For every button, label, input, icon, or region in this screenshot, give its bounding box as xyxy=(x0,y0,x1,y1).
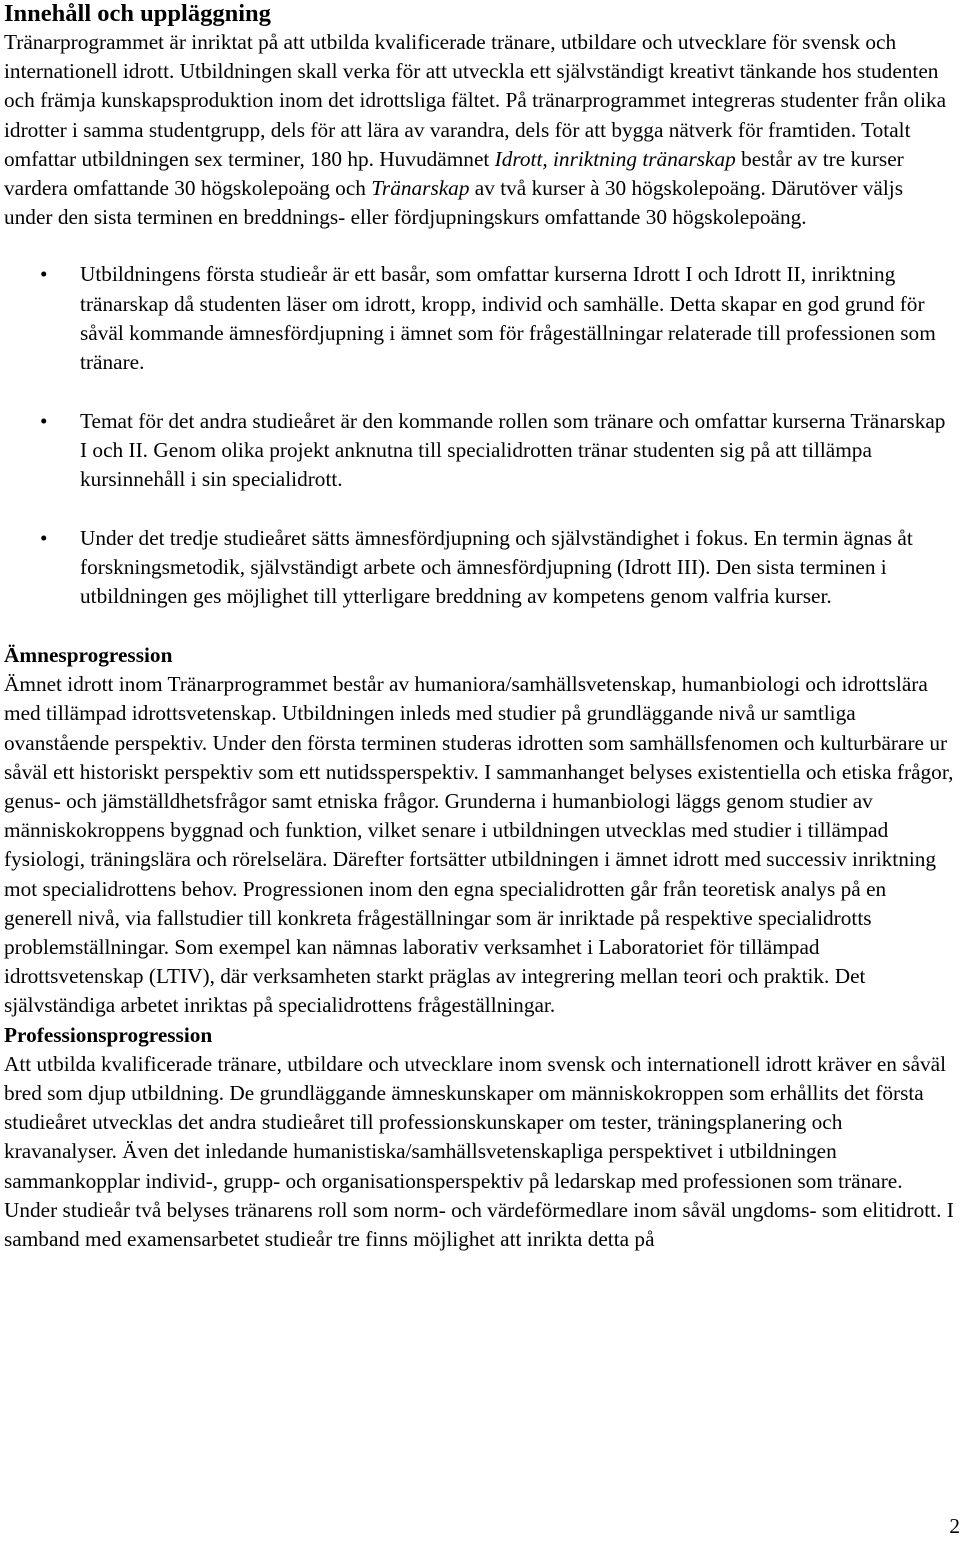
study-year-list xyxy=(4,260,956,611)
list-item-text: Temat för det andra studieåret är den kommande rollen som tränare och omfattar kurserna Tränarskap I och II. Genom olika projekt anknutna till specialidrotten tränar studenten sig på att tillämpa kursinnehåll i sin specialidrott. xyxy=(80,408,946,492)
intro-text-2: består av tre kurser vardera omfattande 30 högskolepoäng och xyxy=(4,146,904,201)
page-title: Innehåll och uppläggning xyxy=(4,0,271,27)
intro-italic-coaching: Tränarskap xyxy=(371,176,470,201)
profession-progression-paragraph: Att utbilda kvalificerade tränare, utbildare och utvecklare inom svensk och internationell idrott kräver en såväl bred som djup utbildning. De grundläggande ämneskunskaper om människokroppen som erhållits det första studieåret utvecklas det andra studieåret till professionskunskaper om tester, träningsplanering och kravanalyser. Även det inledande humanistiska/samhällsvetenskapliga perspektivet i utbildningen sammankopplar individ-, grupp- och organisationsperspektiv på ledarskap med professionen som tränare. Under studieår två belyses tränarens roll som norm- och värdeförmedlare inom såväl ungdoms- som elitidrott. I samband med examensarbetet studieår tre finns möjlighet att inrikta detta på xyxy=(4,1051,954,1252)
section-heading-subject-progression: Ämnesprogression xyxy=(4,642,173,667)
list-item xyxy=(4,524,956,612)
section-heading-profession-progression: Professionsprogression xyxy=(4,1022,213,1047)
bullet-icon: • xyxy=(40,408,48,433)
document-page xyxy=(4,0,956,1254)
subject-progression-paragraph: Ämnet idrott inom Tränarprogrammet består av humaniora/samhällsvetenskap, humanbiologi och idrottslära med tillämpad idrottsvetenskap. Utbildningen inleds med studier på grundläggande nivå ur samtliga ovanstående perspektiv. Under den första terminen studeras idrotten som samhällsfenomen och kulturbärare ur såväl ett historiskt perspektiv som ett nutidssperspektiv. I sammanhanget belyses existentiella och etiska frågor, genus- och jämställdhetsfrågor samt etniska frågor. Grunderna i humanbiologi läggs genom studier av människokroppens byggnad och funktion, vilket senare i utbildningen utvecklas med studier i tillämpad fysiologi, träningslära och rörelselära. Därefter fortsätter utbildningen i ämnet idrott med successiv inriktning mot specialidrottens behov. Progressionen inom den egna specialidrotten går från teoretisk analys på en generell nivå, via fallstudier till konkreta frågeställningar som är inriktade på respektive specialidrotts problemställningar. Som exempel kan nämnas laborativ verksamhet i Laboratoriet för tillämpad idrottsvetenskap (LTIV), där verksamheten starkt präglas av integrering mellan teori och praktik. Det självständiga arbetet inriktas på specialidrottens frågeställningar. xyxy=(4,672,954,1018)
page-number: 2 xyxy=(949,1514,960,1538)
list-item-text: Utbildningens första studieår är ett basår, som omfattar kurserna Idrott I och Idrott II, inriktning tränarskap då studenten läser om idrott, kropp, individ och samhälle. Detta skapar en god grund för såväl kommande ämnesfördjupning i ämnet som för frågeställningar relaterade till professionen som tränare. xyxy=(80,262,936,375)
list-item xyxy=(4,260,956,377)
intro-paragraph xyxy=(4,28,956,232)
bullet-icon: • xyxy=(40,525,48,550)
list-item xyxy=(4,407,956,495)
list-item-text: Under det tredje studieåret sätts ämnesfördjupning och självständighet i fokus. En termin ägnas åt forskningsmetodik, självständigt arbete och ämnesfördjupning (Idrott III). Den sista terminen i utbildningen ges möjlighet till ytterligare breddning av kompetens genom valfria kurser. xyxy=(80,525,913,609)
intro-text-3: av två kurser à 30 högskolepoäng. Därutöver väljs under den sista terminen en breddnings- eller fördjupningskurs omfattande 30 högskolepoäng. xyxy=(4,176,903,230)
intro-text-1: Tränarprogrammet är inriktat på att utbilda kvalificerade tränare, utbildare och utvecklare för svensk och internationell idrott. Utbildningen skall verka för att utveckla ett självständigt kreativt tänkande hos studenten och främja kunskapsproduktion inom det idrottsliga fältet. På tränarprogrammet integreras studenter från olika idrotter i samma studentgrupp, dels för att lära av varandra, dels för att bygga nätverk för framtiden. Totalt omfattar utbildningen sex terminer, 180 hp. Huvudämnet xyxy=(4,30,947,171)
bullet-icon: • xyxy=(40,262,48,287)
intro-italic-subject: Idrott, inriktning tränarskap xyxy=(494,146,736,171)
